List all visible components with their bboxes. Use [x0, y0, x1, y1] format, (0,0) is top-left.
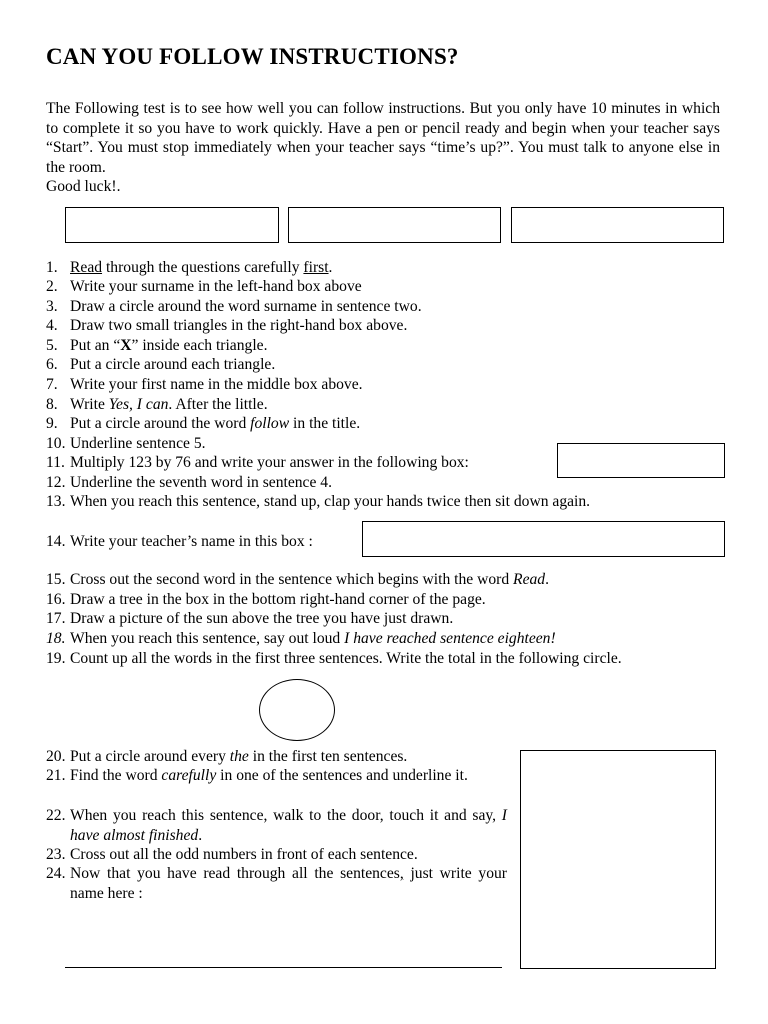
instruction-1: 1. Read through the questions carefully first.: [46, 259, 333, 276]
instruction-3: 3. Draw a circle around the word surname in sentence two.: [46, 298, 422, 315]
instruction-17: 17. Draw a picture of the sun above the tree you have just drawn.: [46, 610, 454, 627]
word-count-circle[interactable]: [259, 679, 335, 741]
instruction-21: 21. Find the word carefully in one of the sentences and underline it.: [46, 767, 468, 784]
instruction-7: 7. Write your first name in the middle box above.: [46, 376, 363, 393]
instruction-10: 10. Underline sentence 5.: [46, 435, 206, 452]
first-name-box[interactable]: [288, 207, 501, 243]
instruction-2: 2. Write your surname in the left-hand box above: [46, 278, 362, 295]
name-signature-line[interactable]: [65, 967, 502, 968]
intro-text: The Following test is to see how well you can follow instructions. But you only have 10 minutes in which to complete it so you have to work quickly. Have a pen or pencil ready and begin when your teacher says “Start”. You must stop immediately when your teacher says “time’s up?”. You must talk to anyone else in the room.: [46, 100, 720, 176]
instruction-5: 5. Put an “X” inside each triangle.: [46, 337, 268, 354]
instruction-11: 11. Multiply 123 by 76 and write your answer in the following box:: [46, 454, 469, 471]
instruction-8: 8. Write Yes, I can. After the little.: [46, 396, 268, 413]
instruction-4: 4. Draw two small triangles in the right-hand box above.: [46, 317, 408, 334]
page-title: CAN YOU FOLLOW INSTRUCTIONS?: [46, 44, 459, 69]
instruction-6: 6. Put a circle around each triangle.: [46, 356, 276, 373]
instruction-20: 20. Put a circle around every the in the first ten sentences.: [46, 748, 408, 765]
multiply-answer-box[interactable]: [557, 443, 725, 478]
intro-paragraph: [46, 99, 720, 197]
triangles-box[interactable]: [511, 207, 724, 243]
intro-good-luck: Good luck!.: [46, 178, 121, 196]
instruction-23: 23. Cross out all the odd numbers in front of each sentence.: [46, 846, 418, 863]
instruction-24: 24. Now that you have read through all the sentences, just write your name here :: [46, 865, 507, 902]
instruction-18: 18. When you reach this sentence, say out loud I have reached sentence eighteen!: [46, 630, 556, 647]
teacher-name-box[interactable]: [362, 521, 725, 557]
surname-box[interactable]: [65, 207, 279, 243]
instruction-13: 13. When you reach this sentence, stand up, clap your hands twice then sit down again.: [46, 493, 591, 510]
instruction-12: 12. Underline the seventh word in sentence 4.: [46, 474, 332, 491]
instruction-9: 9. Put a circle around the word follow in the title.: [46, 415, 361, 432]
tree-drawing-box[interactable]: [520, 750, 716, 969]
instruction-22: 22. When you reach this sentence, walk to the door, touch it and say, I have almost finished.: [46, 807, 507, 844]
instruction-14: 14. Write your teacher’s name in this box :: [46, 533, 313, 550]
instruction-16: 16. Draw a tree in the box in the bottom right-hand corner of the page.: [46, 591, 486, 608]
instruction-19: 19. Count up all the words in the first three sentences. Write the total in the following circle.: [46, 650, 622, 667]
instruction-15: 15. Cross out the second word in the sentence which begins with the word Read.: [46, 571, 549, 588]
